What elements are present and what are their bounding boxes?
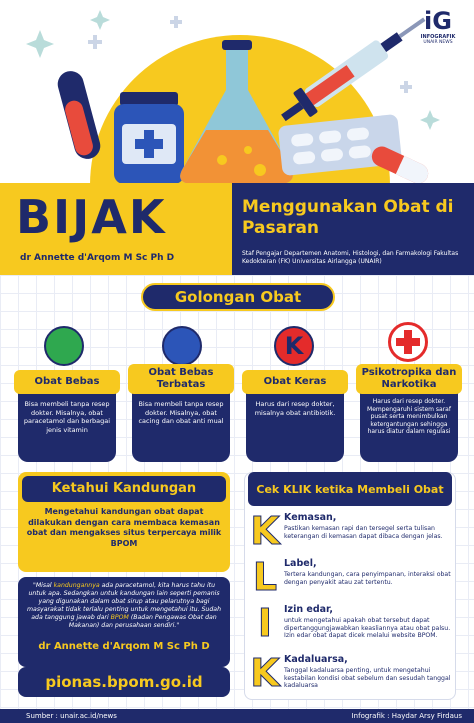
- quote-part: (Badan Pengawas Obat dan Makanan) dan perusahaan sendiri.": [68, 614, 217, 629]
- lab-illustration: [0, 0, 474, 185]
- logo-mark: iG: [424, 7, 452, 35]
- logo-name: INFOGRAFIK: [420, 34, 456, 40]
- page-title: Menggunakan Obat di Pasaran: [242, 197, 454, 238]
- card-title: Obat Keras: [242, 370, 348, 394]
- card-title: Obat Bebas: [14, 370, 120, 394]
- green-circle-icon: [44, 326, 84, 366]
- card-title: Psikotropika dan Narkotika: [356, 364, 462, 394]
- quote-highlight: kandungannya: [53, 582, 100, 589]
- klik-title: Kadaluarsa,: [284, 654, 348, 665]
- quote-highlight: BPOM: [110, 614, 129, 621]
- page-subtitle: Staf Pengajar Departemen Anatomi, Histologi, dan Farmakologi Fakultas Kedokteran (FK) Universitas Airlangga (UNAIR): [242, 250, 459, 265]
- golongan-heading: Golongan Obat: [141, 283, 335, 311]
- card-text: Bisa membeli tanpa resep dokter. Misalnya, obat cacing dan obat anti mual: [138, 400, 224, 425]
- quote-author: dr Annette d'Arqom M Sc Ph D: [38, 641, 210, 652]
- quote-part: "Misal: [32, 582, 54, 589]
- banner-author: dr Annette d'Arqom M Sc Ph D: [20, 253, 175, 263]
- klik-text: Tanggal kadaluarsa penting, untuk mengetahui kestabilan kondisi obat sebelum dan sesudah tanggal kadaluarsa: [284, 667, 451, 690]
- klik-letter: L: [252, 555, 278, 599]
- card-text: Harus dari resep dokter, misalnya obat antibiotik.: [254, 400, 336, 417]
- quote-text: [26, 582, 222, 630]
- ketahui-heading: Ketahui Kandungan: [22, 476, 226, 502]
- klik-heading: Cek KLIK ketika Membeli Obat: [248, 472, 452, 506]
- logo-org: UNAIR NEWS: [423, 40, 453, 45]
- footer-source: Sumber : unair.ac.id/news: [26, 712, 117, 720]
- klik-text: untuk mengetahui apakah obat tersebut dapat dipertanggungjawabkan keasliannya atau obat palsu. Izin edar obat dapat dicek melalui website BPOM.: [284, 617, 451, 640]
- card-text: Harus dari resep dokter. Mempengaruhi sistem saraf pusat serta menimbulkan ketergantungan sehingga harus diatur dalam regulasi: [367, 398, 451, 436]
- klik-title: Izin edar,: [284, 604, 333, 615]
- quote-part: ada paracetamol, kita harus tahu itu untuk apa. Sedangkan untuk kandungan lain seperti pemanis yang digunakan dalam obat sirup atau pelarutnya bagi masyarakat tidak terlalu penting untuk mengetahui itu. Sudah ada tanggung jawab dari: [27, 582, 221, 621]
- footer-credit: Infografik : Haydar Arsy Firdaus: [351, 712, 462, 720]
- klik-text: Tertera kandungan, cara penyimpanan, interaksi obat dengan penyakit atau zat tertentu.: [284, 571, 451, 586]
- klik-title: Kemasan,: [284, 512, 337, 523]
- klik-text: Pastikan kemasan rapi dan tersegel serta tulisan keterangan di kemasan dapat dibaca dengan jelas.: [284, 525, 443, 540]
- red-cross-circle-icon: [388, 322, 428, 362]
- infografik-logo: [410, 8, 466, 58]
- medicine-bottle-icon: [114, 92, 184, 184]
- card-title: Obat Bebas Terbatas: [128, 364, 234, 394]
- klik-letter: K: [250, 509, 280, 553]
- ketahui-text: Mengetahui kandungan obat dapat dilakukan dengan cara membaca kemasan obat dan mengakses situs terpercaya milik BPOM: [26, 507, 222, 548]
- cross-icon: [396, 330, 420, 354]
- card-text: Bisa membeli tanpa resep dokter. Misalnya, obat paracetamol dan berbagai jenis vitamin: [23, 400, 111, 434]
- red-k-circle-icon: K: [274, 326, 314, 366]
- klik-letter: K: [250, 651, 280, 695]
- pionas-link[interactable]: pionas.bpom.go.id: [18, 667, 230, 697]
- test-tube-icon: [55, 68, 103, 162]
- klik-letter: I: [257, 601, 273, 645]
- blue-circle-icon: [162, 326, 202, 366]
- klik-title: Label,: [284, 558, 317, 569]
- hero-illustration: [0, 0, 474, 185]
- bijak-title: BIJAK: [16, 190, 167, 244]
